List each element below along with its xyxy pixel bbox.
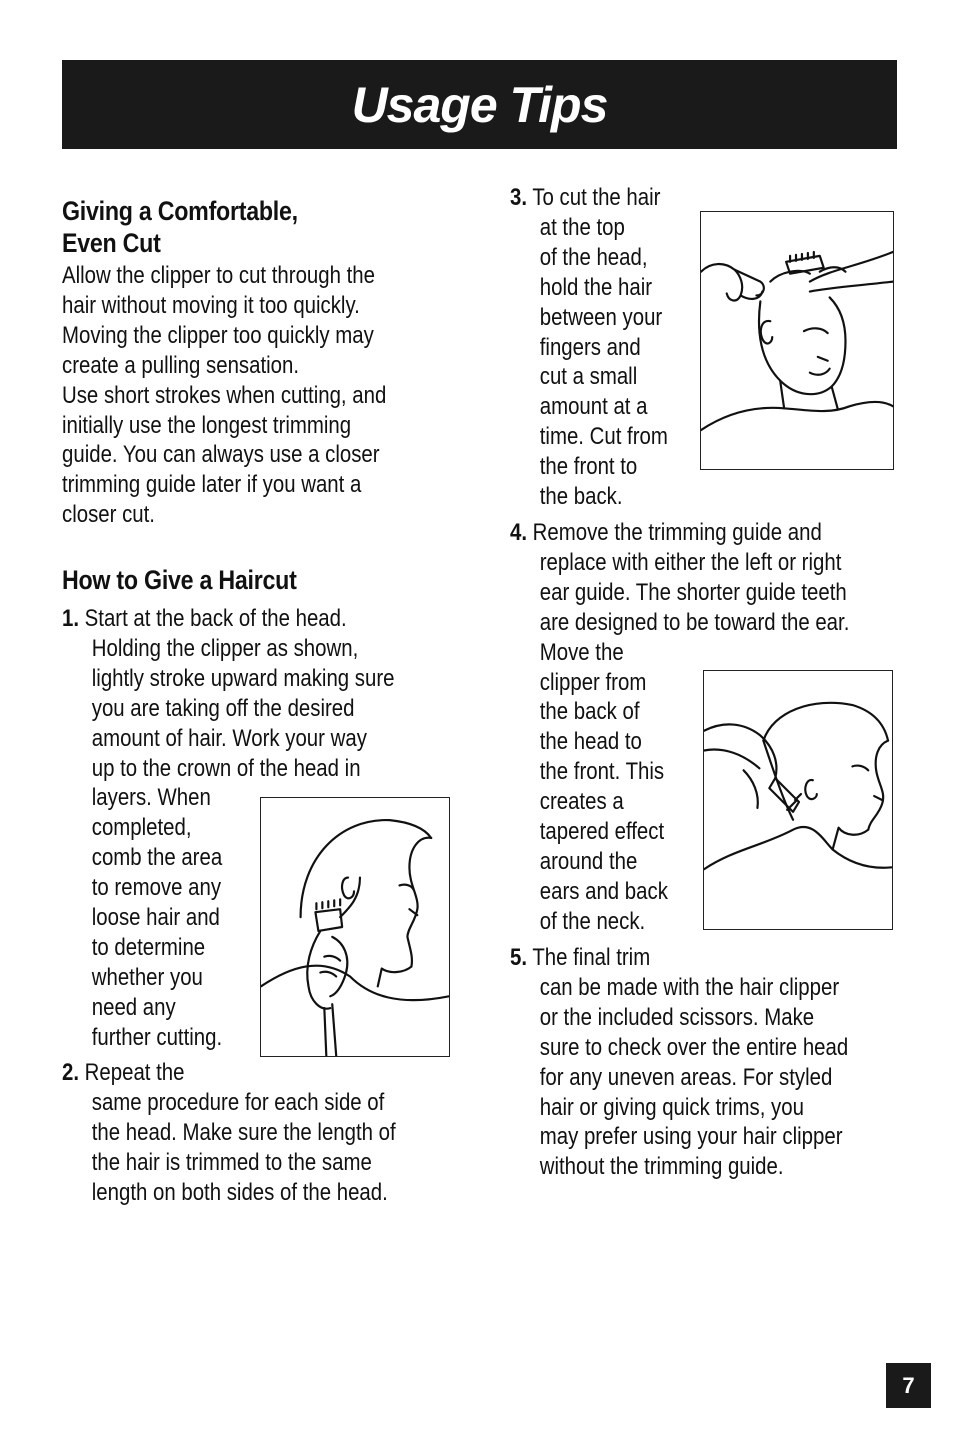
text-line: of the neck.: [539, 907, 646, 935]
text-line: at the top: [539, 213, 625, 241]
page-title: Usage Tips: [351, 76, 608, 133]
text-line: same procedure for each side of: [91, 1088, 385, 1116]
text-line: initially use the longest trimming: [62, 411, 352, 439]
heading-how-to-haircut: How to Give a Haircut: [62, 565, 297, 595]
text-line: time. Cut from: [539, 423, 668, 451]
text-line: may prefer using your hair clipper: [539, 1123, 843, 1151]
step-first-line: [62, 604, 394, 634]
step-3: [510, 183, 668, 512]
step-2: [62, 1058, 396, 1208]
text-line: layers. When: [91, 784, 211, 812]
text-line: amount of hair. Work your way: [91, 724, 367, 752]
text-line: or the included scissors. Make: [539, 1003, 815, 1031]
text-line: hair or giving quick trims, you: [539, 1093, 804, 1121]
text-line: length on both sides of the head.: [91, 1178, 388, 1206]
step-5: [510, 943, 848, 1182]
clipper-back-of-head-icon: [261, 798, 449, 1056]
text-line: to remove any: [91, 874, 222, 902]
text-line: between your: [539, 303, 663, 331]
text-line: tapered effect: [539, 818, 665, 846]
text-line: hair without moving it too quickly.: [62, 291, 360, 319]
text-line: fingers and: [539, 333, 641, 361]
text-line: around the: [539, 847, 638, 875]
text-line: the hair is trimmed to the same: [91, 1148, 372, 1176]
text-line: without the trimming guide.: [539, 1153, 784, 1181]
text-line: comb the area: [91, 844, 223, 872]
text-line: trimming guide later if you want a: [62, 471, 362, 499]
step-first-line: [510, 518, 849, 548]
text-line: loose hair and: [91, 904, 220, 932]
text-line: Move the: [539, 638, 624, 666]
heading-comfortable-cut: Giving a Comfortable, Even Cut: [62, 196, 298, 258]
text-line: the head. Make sure the length of: [91, 1118, 396, 1146]
text-line: whether you: [91, 963, 203, 991]
step-text: Repeat the: [84, 1059, 185, 1086]
text-line: Allow the clipper to cut through the: [62, 262, 375, 289]
step-text: Remove the trimming guide and: [532, 519, 822, 546]
text-line: Moving the clipper too quickly may: [62, 321, 374, 349]
step-number: 1.: [62, 605, 80, 632]
text-line: create a pulling sensation.: [62, 351, 300, 379]
text-line: amount at a: [539, 393, 648, 421]
text-line: can be made with the hair clipper: [539, 973, 840, 1001]
text-line: closer cut.: [62, 501, 155, 529]
text-line: ears and back: [539, 877, 668, 905]
text-line: hold the hair: [539, 273, 653, 301]
step-number: 3.: [510, 184, 528, 211]
text-line: ear guide. The shorter guide teeth: [539, 578, 847, 606]
text-line: guide. You can always use a closer: [62, 441, 380, 469]
text-line: the head to: [539, 728, 642, 756]
text-line: the front to: [539, 453, 638, 481]
text-line: need any: [91, 993, 176, 1021]
text-line: sure to check over the entire head: [539, 1033, 849, 1061]
text-line: lightly stroke upward making sure: [91, 664, 395, 692]
title-banner: [62, 60, 897, 149]
step-text: To cut the hair: [532, 184, 661, 211]
step-number: 4.: [510, 519, 528, 546]
text-line: the back of: [539, 698, 640, 726]
text-line: the front. This: [539, 758, 665, 786]
text-line: for any uneven areas. For styled: [539, 1063, 833, 1091]
text-line: Use short strokes when cutting, and: [62, 381, 387, 409]
text-line: of the head,: [539, 243, 648, 271]
step-text: Start at the back of the head.: [84, 605, 347, 632]
page-number: 7: [886, 1363, 931, 1408]
text-line: are designed to be toward the ear.: [539, 608, 850, 636]
text-line: Holding the clipper as shown,: [91, 634, 359, 662]
illustration-back-of-head: [260, 797, 450, 1057]
step-number: 5.: [510, 944, 528, 971]
comfortable-cut-text: [62, 261, 386, 530]
text-line: cut a small: [539, 363, 638, 391]
illustration-side-of-head: [703, 670, 893, 930]
step-number: 2.: [62, 1059, 80, 1086]
text-line: clipper from: [539, 668, 647, 696]
step-first-line: [510, 183, 668, 213]
text-line: up to the crown of the head in: [91, 754, 361, 782]
clipper-side-of-head-icon: [704, 671, 892, 929]
text-line: to determine: [91, 933, 206, 961]
text-line: further cutting.: [91, 1023, 223, 1051]
step-text: The final trim: [532, 944, 651, 971]
step-first-line: [510, 943, 848, 973]
text-line: you are taking off the desired: [91, 694, 355, 722]
text-line: completed,: [91, 814, 192, 842]
step-first-line: [62, 1058, 396, 1088]
text-line: replace with either the left or right: [539, 548, 842, 576]
text-line: the back.: [539, 483, 623, 511]
illustration-top-of-head: [700, 211, 894, 470]
text-line: creates a: [539, 788, 624, 816]
comb-top-of-head-icon: [701, 212, 893, 469]
